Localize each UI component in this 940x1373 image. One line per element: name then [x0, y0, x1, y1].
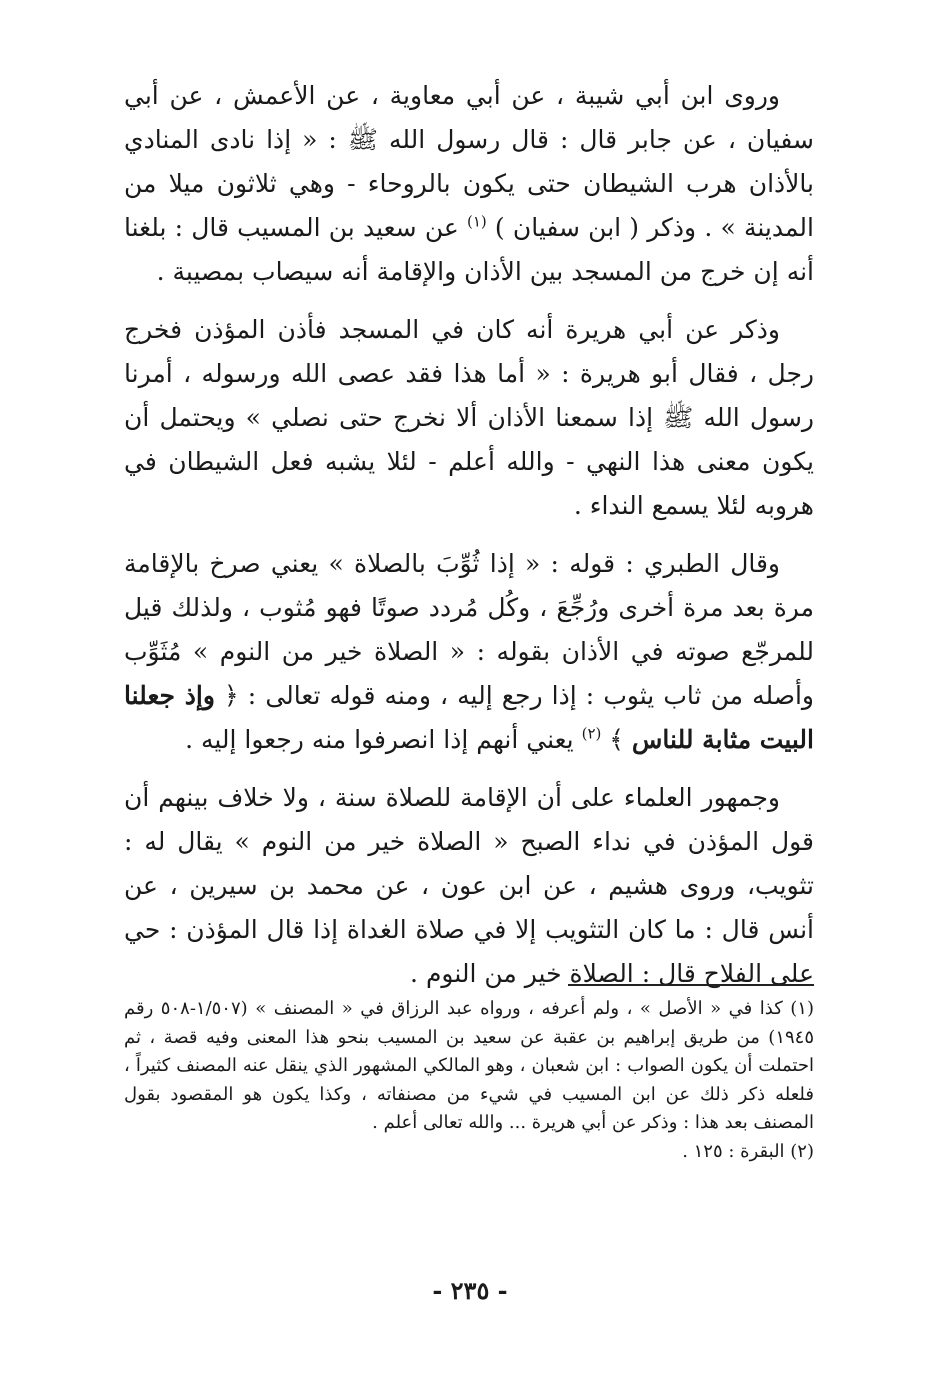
paragraph-4: وجمهور العلماء على أن الإقامة للصلاة سنة ، ولا خلاف بينهم أن قول المؤذن في نداء الصبح « الصلاة خير من النوم » يقال له : تثويب، وروى هشيم ، عن ابن عون ، عن محمد بن سيرين ، عن أنس قال : ما كان التثويب إلا في صلاة الغداة إذا قال المؤذن : حي على الفلاح قال : الصلاة خير من النوم .	[124, 783, 814, 988]
paragraph-3-bracket: ﴾	[601, 725, 632, 754]
paragraph-1-text-b: عن سعيد بن المسيب قال : بلغنا أنه إن خرج من المسجد بين الأذان والإقامة أنه سيصاب بمصيبة .	[124, 213, 814, 286]
footnote-1: (١) كذا في « الأصل » ، ولم أعرفه ، ورواه عبد الرزاق في « المصنف » (١/٥٠٧-٥٠٨ رقم ١٩٤٥) من طريق إبراهيم بن عقبة عن سعيد بن المسيب بنحو هذا المعنى وفيه قصة ، ثم احتملت أن يكون الصواب : ابن شعبان ، وهو المالكي المشهور الذي ينقل عنه المصنف كثيراً ، فلعله ذكر ذلك عن ابن المسيب في شيء من مصنفاته ، وكذا يكون هو المقصود بقول المصنف بعد هذا : وذكر عن أبي هريرة ... والله تعالى أعلم .	[124, 998, 814, 1133]
footnotes	[124, 995, 814, 1166]
paragraph-3	[124, 542, 814, 762]
paragraph-2: وذكر عن أبي هريرة أنه كان في المسجد فأذن المؤذن فخرج رجل ، فقال أبو هريرة : « أما هذا فقد عصى الله ورسوله ، أمرنا رسول الله ﷺ إذا سمعنا الأذان ألا نخرج حتى نصلي » ويحتمل أن يكون معنى هذا النهي - والله أعلم - لئلا يشبه فعل الشيطان في هروبه لئلا يسمع النداء .	[124, 315, 814, 520]
footnote-separator	[568, 984, 814, 986]
paragraph-3-text-b: يعني أنهم إذا انصرفوا منه رجعوا إليه .	[185, 725, 582, 754]
footnote-ref-2[interactable]: (٢)	[581, 724, 602, 743]
page-number: - ٢٣٥ -	[432, 1276, 508, 1305]
paragraph-1	[124, 74, 814, 294]
paragraph-1-text-a: وروى ابن أبي شيبة ، عن أبي معاوية ، عن الأعمش ، عن أبي سفيان ، عن جابر قال : قال رسول الله ﷺ : « إذا نادى المنادي بالأذان هرب الشيطان حتى يكون بالروحاء - وهي ثلاثون ميلا من المدينة » . وذكر ( ابن سفيان )	[124, 81, 814, 242]
footnote-ref-1[interactable]: (١)	[466, 212, 487, 231]
main-text	[124, 74, 814, 996]
footnote-2: (٢) البقرة : ١٢٥ .	[682, 1140, 814, 1162]
quran-verse: وإذ جعلنا البيت مثابة للناس	[124, 681, 814, 754]
paragraph-3-text-a: وقال الطبري : قوله : « إذا ثُوِّبَ بالصلاة » يعني صرخ بالإقامة مرة بعد مرة أخرى ورُجِّعَ ، وكُل مُردد صوتًا فهو مُثوب ، ولذلك قيل للمرجّع صوته في الأذان بقوله : « الصلاة خير من النوم » مُثَوِّب وأصله من ثاب يثوب : إذا رجع إليه ، ومنه قوله تعالى : ﴿	[124, 549, 815, 710]
